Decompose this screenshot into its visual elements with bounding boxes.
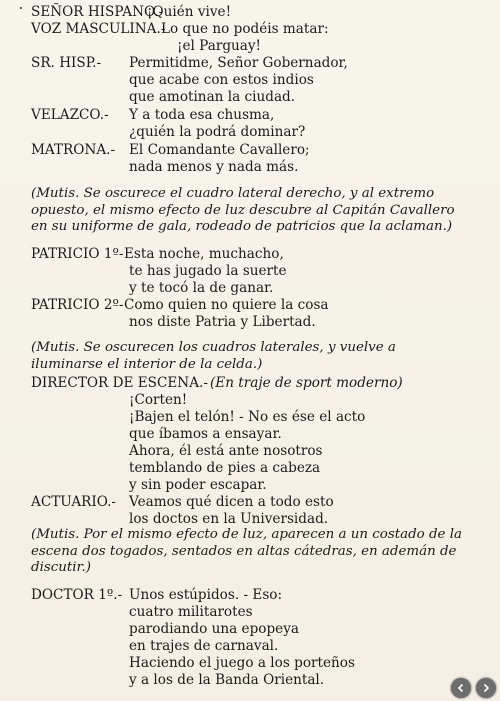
dialogue-line: ¡Corten! xyxy=(129,392,188,408)
ink-mark xyxy=(20,7,22,9)
prev-page-button[interactable] xyxy=(451,678,471,698)
dialogue-line: Lo que no podéis matar: xyxy=(161,21,329,37)
dialogue-line: ¡Bajen el telón! - No es ése el acto xyxy=(129,409,366,425)
dialogue-line: Esta noche, muchacho, xyxy=(124,246,284,262)
dialogue-line: Veamos qué dicen a todo esto xyxy=(129,494,334,510)
dialogue-line: que acabe con estos indios xyxy=(129,72,314,88)
arrow-right-icon xyxy=(481,683,491,693)
dialogue-line: los doctos en la Universidad. xyxy=(129,511,329,527)
speaker-patricio-1: PATRICIO 1º- xyxy=(31,246,124,262)
dialogue-line: Y a toda esa chusma, xyxy=(129,107,275,123)
speaker-velazco: VELAZCO.- xyxy=(31,107,109,123)
dialogue-line: nada menos y nada más. xyxy=(129,159,299,175)
speaker-voz-masculina: VOZ MASCULINA.- xyxy=(31,21,166,37)
dialogue-line: Ahora, él está ante nosotros xyxy=(129,443,323,459)
speaker-matrona: MATRONA.- xyxy=(31,142,116,158)
stage-direction: (Mutis. Se oscurece el cuadro lateral derecho, y al extremo opuesto, el mismo efecto de luz descubre al Capitán Cavallero en su uniforme de gala, rodeado de patricios que la aclaman.) xyxy=(31,186,455,234)
speaker-patricio-2: PATRICIO 2º- xyxy=(31,297,124,313)
dialogue-line: nos diste Patria y Libertad. xyxy=(129,314,316,330)
speaker-director-de-escena: DIRECTOR DE ESCENA.- xyxy=(31,375,208,391)
dialogue-line: y a los de la Banda Oriental. xyxy=(129,672,325,688)
dialogue-line: parodiando una epopeya xyxy=(129,621,300,637)
speaker-doctor-1: DOCTOR 1º.- xyxy=(31,587,123,603)
dialogue-line: en trajes de carnaval. xyxy=(129,638,279,654)
dialogue-line: ¡Quién vive! xyxy=(147,4,232,20)
next-page-button[interactable] xyxy=(476,678,496,698)
dialogue-line: Unos estúpidos. - Eso: xyxy=(129,587,283,603)
stage-note: (En traje de sport moderno) xyxy=(210,375,403,391)
arrow-left-icon xyxy=(456,683,466,693)
dialogue-line: ¿quién la podrá dominar? xyxy=(129,124,306,140)
speaker-sr-hisp: SR. HISP.- xyxy=(31,55,102,71)
dialogue-line: cuatro militarotes xyxy=(129,604,253,620)
dialogue-line: Permitidme, Señor Gobernador, xyxy=(129,55,348,71)
speaker-senor-hispano: SEÑOR HISPANO.- xyxy=(31,4,164,20)
dialogue-line: y te tocó la de ganar. xyxy=(129,280,274,296)
stage-direction: (Mutis. Por el mismo efecto de luz, aparecen a un costado de la escena dos togados, sentados en altas cátedras, en ademán de discutir.) xyxy=(31,527,462,575)
dialogue-line: El Comandante Cavallero; xyxy=(129,142,310,158)
dialogue-line: que amotinan la ciudad. xyxy=(129,89,296,105)
dialogue-line: Haciendo el juego a los porteños xyxy=(129,655,355,671)
dialogue-line: temblando de pies a cabeza xyxy=(129,460,321,476)
dialogue-line: te has jugado la suerte xyxy=(129,263,287,279)
dialogue-line: ¡el Parguay! xyxy=(177,38,262,54)
speaker-actuario: ACTUARIO.- xyxy=(31,494,117,510)
stage-direction: (Mutis. Se oscurecen los cuadros laterales, y vuelve a iluminarse el interior de la celda.) xyxy=(31,340,396,372)
dialogue-line: que íbamos a ensayar. xyxy=(129,426,282,442)
dialogue-line: y sin poder escapar. xyxy=(129,477,267,493)
dialogue-line: Como quien no quiere la cosa xyxy=(124,297,329,313)
